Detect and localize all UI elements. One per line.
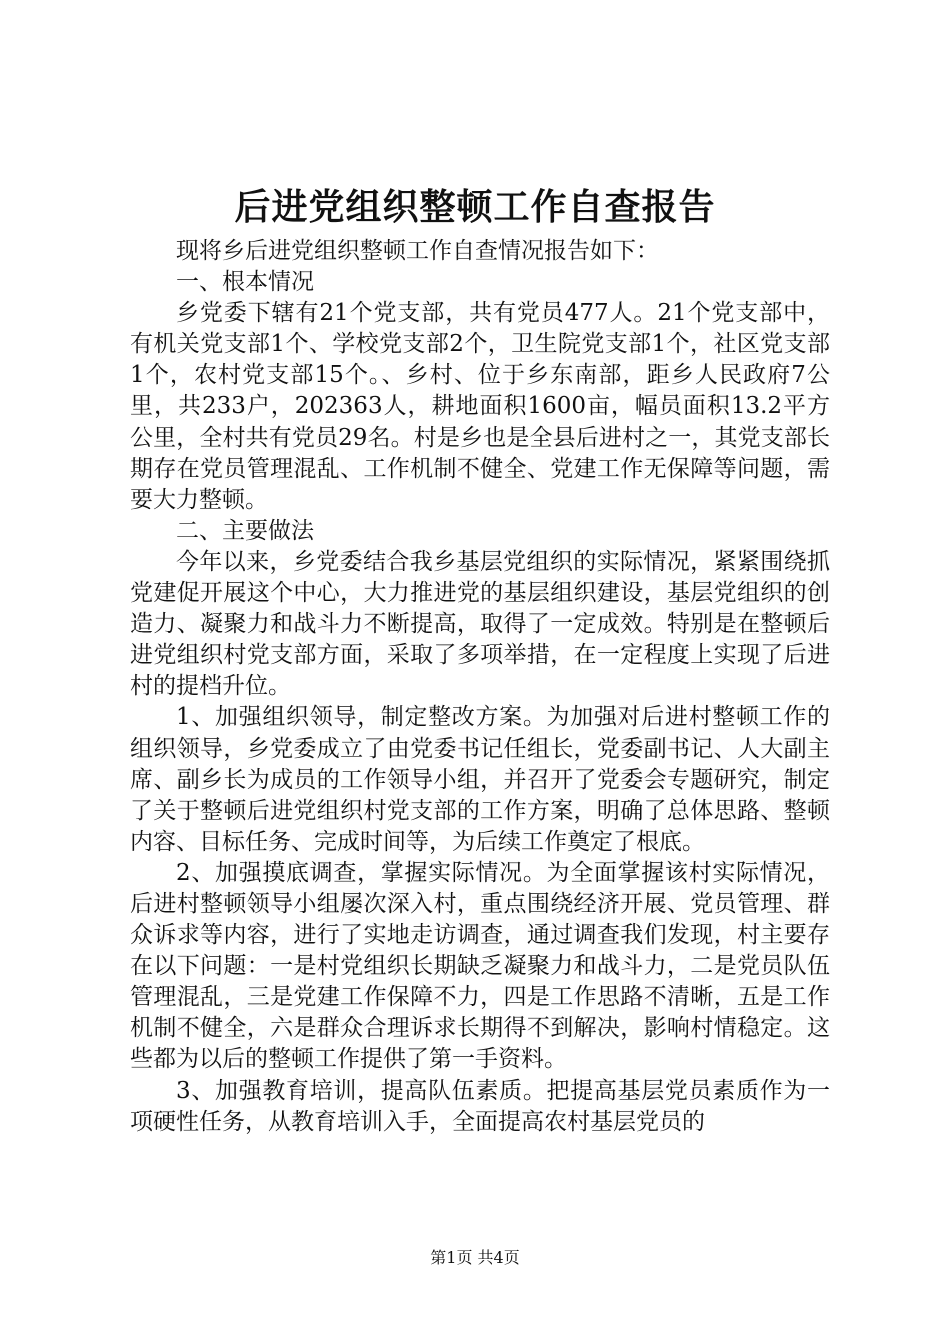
page-footer: 第1页 共4页 — [430, 1248, 520, 1267]
document-body — [130, 236, 830, 1138]
paragraph-item-2: 2、加强摸底调查，掌握实际情况。为全面掌握该村实际情况，后进村整顿领导小组屡次深入村，重点围绕经济开展、党员管理、群众诉求等内容，进行了实地走访调查，通过调查我们发现，村主要存在以下问题：一是村党组织长期缺乏凝聚力和战斗力，二是党员队伍管理混乱，三是党建工作保障不力，四是工作思路不清晰，五是工作机制不健全，六是群众合理诉求长期得不到解决，影响村情稳定。这些都为以后的整顿工作提供了第一手资料。 — [130, 859, 830, 1073]
paragraph-item-1: 1、加强组织领导，制定整改方案。为加强对后进村整顿工作的组织领导，乡党委成立了由党委书记任组长，党委副书记、人大副主席、副乡长为成员的工作领导小组，并召开了党委会专题研究，制定了关于整顿后进党组织村党支部的工作方案，明确了总体思路、整顿内容、目标任务、完成时间等，为后续工作奠定了根底。 — [130, 704, 830, 855]
paragraph-item-3: 3、加强教育培训，提高队伍素质。把提高基层党员素质作为一项硬性任务，从教育培训入手，全面提高农村基层党员的 — [130, 1077, 830, 1135]
paragraph-basic-situation: 乡党委下辖有21个党支部，共有党员477人。21个党支部中，有机关党支部1个、学校党支部2个，卫生院党支部1个，社区党支部1个，农村党支部15个。、乡村、位于乡东南部，距乡人民政府7公里，共233户，202363人，耕地面积1600亩，幅员面积13.2平方公里，全村共有党员29名。村是乡也是全县后进村之一，其党支部长期存在党员管理混乱、工作机制不健全、党建工作无保障等问题，需要大力整顿。 — [130, 300, 830, 513]
document-title: 后进党组织整顿工作自查报告 — [234, 187, 716, 228]
paragraph-main-practices: 今年以来，乡党委结合我乡基层党组织的实际情况，紧紧围绕抓党建促开展这个中心，大力推进党的基层组织建设，基层党组织的创造力、凝聚力和战斗力不断提高，取得了一定成效。特别是在整顿后进党组织村党支部方面，采取了多项举措，在一定程度上实现了后进村的提档升位。 — [130, 548, 830, 700]
section-heading-basic-situation: 一、根本情况 — [176, 269, 314, 296]
paragraph-intro: 现将乡后进党组织整顿工作自查情况报告如下： — [176, 238, 659, 264]
section-heading-main-practices: 二、主要做法 — [176, 517, 314, 544]
